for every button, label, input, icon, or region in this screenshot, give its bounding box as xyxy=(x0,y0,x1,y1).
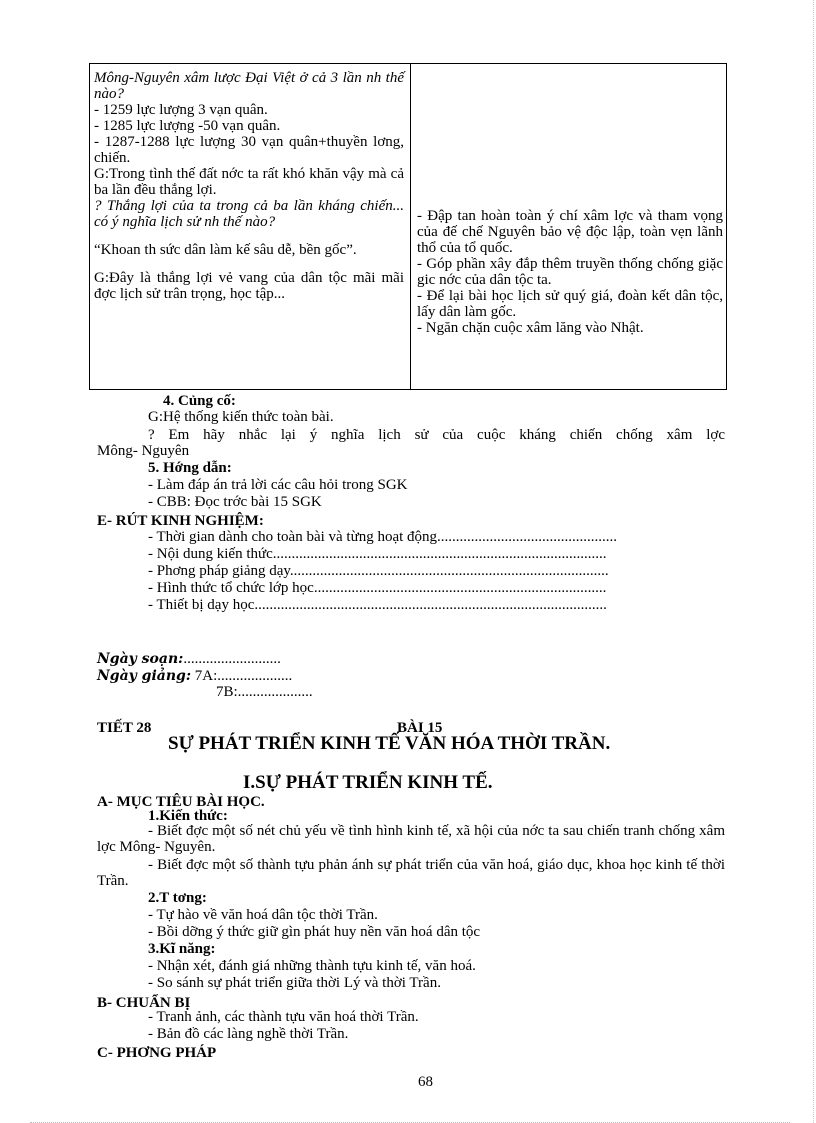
tutuong-item: - Tự hào về văn hoá dân tộc thời Trần. xyxy=(148,907,378,923)
left-line: G:Trong tình thế đất nớc ta rất khó khăn vậy mà cả ba lần đều thắng lợi. xyxy=(94,166,404,198)
ngay-soan xyxy=(97,651,281,667)
ngay-giang-7b: 7B:.................... xyxy=(216,684,313,700)
ngay-soan-label: Ngày soạn: xyxy=(97,651,184,667)
kienthuc-item: - Biết đợc một số nét chủ yếu về tình hình kinh tế, xã hội của nớc ta sau chiến tranh chống xâm lợc Mông- Nguyên. xyxy=(97,823,725,855)
kinang-item: - Nhận xét, đánh giá những thành tựu kinh tế, văn hoá. xyxy=(148,958,476,974)
lesson-title: SỰ PHÁT TRIỂN KINH TẾ VĂN HÓA THỜI TRẦN. xyxy=(168,733,611,754)
right-line: - Đập tan hoàn toàn ý chí xâm lợc và tham vọng của đế chế Nguyên bảo vệ độc lập, toàn vẹn lãnh thổ của tổ quốc. xyxy=(417,208,723,256)
question-1: Mông-Nguyên xâm lược Đại Việt ở cả 3 lần nh thế nào? xyxy=(94,70,404,102)
tutuong-heading: 2.T tơng: xyxy=(148,890,207,906)
kienthuc-item: - Biết đợc một số thành tựu phản ánh sự phát triển của văn hoá, giáo dục, khoa học kinh tế thời Trần. xyxy=(97,857,725,889)
table-left-column xyxy=(94,70,404,302)
page-number: 68 xyxy=(418,1074,433,1090)
right-line: - Để lại bài học lịch sử quý giá, đoàn kết dân tộc, lấy dân làm gốc. xyxy=(417,288,723,320)
question-2: ? Thắng lợi của ta trong cả ba lần kháng chiến... có ý nghĩa lịch sử nh thế nào? xyxy=(94,198,404,230)
phuongphap-heading: C- PHƠNG PHÁP xyxy=(97,1045,217,1061)
left-line: - 1285 lực lượng -50 vạn quân. xyxy=(94,118,281,134)
quote: “Khoan th sức dân làm kế sâu dễ, bền gốc”. xyxy=(94,242,357,258)
tutuong-item: - Bồi dỡng ý thức giữ gìn phát huy nền văn hoá dân tộc xyxy=(148,924,481,940)
bai-label: BÀI 15 xyxy=(397,720,443,736)
chuanbi-item: - Tranh ảnh, các thành tựu văn hoá thời Trần. xyxy=(148,1009,419,1025)
table-divider xyxy=(410,64,411,389)
right-line: - Góp phần xây đắp thêm truyền thống chống giặc gic nớc của dân tộc ta. xyxy=(417,256,723,288)
rutkinh-item: - Thời gian dành cho toàn bài và từng hoạt động................................................ xyxy=(148,529,618,545)
rutkinh-item: - Phơng pháp giảng dạy..................................................................................... xyxy=(148,563,609,579)
table-right-column xyxy=(417,208,723,336)
rutkinh-item: - Nội dung kiến thức......................................................................................... xyxy=(148,546,607,562)
chuanbi-heading: B- CHUẨN BỊ xyxy=(97,995,191,1011)
huongdan-line: - Làm đáp án trả lời các câu hỏi trong SGK xyxy=(148,477,408,493)
lesson-table xyxy=(89,63,727,390)
ngay-giang-7a: 7A:.................... xyxy=(194,668,293,684)
rutkinh-item: - Hình thức tổ chức lớp học.............................................................................. xyxy=(148,580,607,596)
cungco-line: Mông- Nguyên xyxy=(97,443,190,459)
rutkinh-heading: E- RÚT KINH NGHIỆM: xyxy=(97,513,264,529)
tiet-label: TIẾT 28 xyxy=(97,720,152,736)
right-margin-rule xyxy=(813,0,814,1123)
cungco-line: G:Hệ thống kiến thức toàn bài. xyxy=(148,409,334,425)
huongdan-heading: 5. Hớng dẫn: xyxy=(148,460,232,476)
rutkinh-item: - Thiết bị dạy học.............................................................................................. xyxy=(148,597,607,613)
huongdan-line: - CBB: Đọc trớc bài 15 SGK xyxy=(148,494,322,510)
left-line: - 1259 lực lượng 3 vạn quân. xyxy=(94,102,268,118)
left-line: - 1287-1288 lực lượng 30 vạn quân+thuyền lơng, chiến. xyxy=(94,134,404,166)
cungco-heading: 4. Củng cố: xyxy=(163,393,236,409)
ngay-giang xyxy=(97,668,292,684)
kinang-heading: 3.Kĩ năng: xyxy=(148,941,216,957)
right-line: - Ngăn chặn cuộc xâm lăng vào Nhật. xyxy=(417,320,644,336)
cungco-line: ? Em hãy nhắc lại ý nghĩa lịch sử của cuộc kháng chiến chống xâm lợc xyxy=(148,427,725,443)
kinang-item: - So sánh sự phát triển giữa thời Lý và thời Trần. xyxy=(148,975,441,991)
chuanbi-item: - Bản đồ các làng nghề thời Trần. xyxy=(148,1026,349,1042)
muctieu-heading: A- MỤC TIÊU BÀI HỌC. xyxy=(97,794,265,810)
section-title: I.SỰ PHÁT TRIỂN KINH TẾ. xyxy=(243,772,493,793)
left-line: G:Đây là thắng lợi vẻ vang của dân tộc mãi mãi đợc lịch sử trân trọng, học tập... xyxy=(94,270,404,302)
kienthuc-heading: 1.Kiến thức: xyxy=(148,808,228,824)
ngay-giang-label: Ngày giảng: xyxy=(97,668,191,684)
ngay-soan-value: .......................... xyxy=(183,651,281,667)
